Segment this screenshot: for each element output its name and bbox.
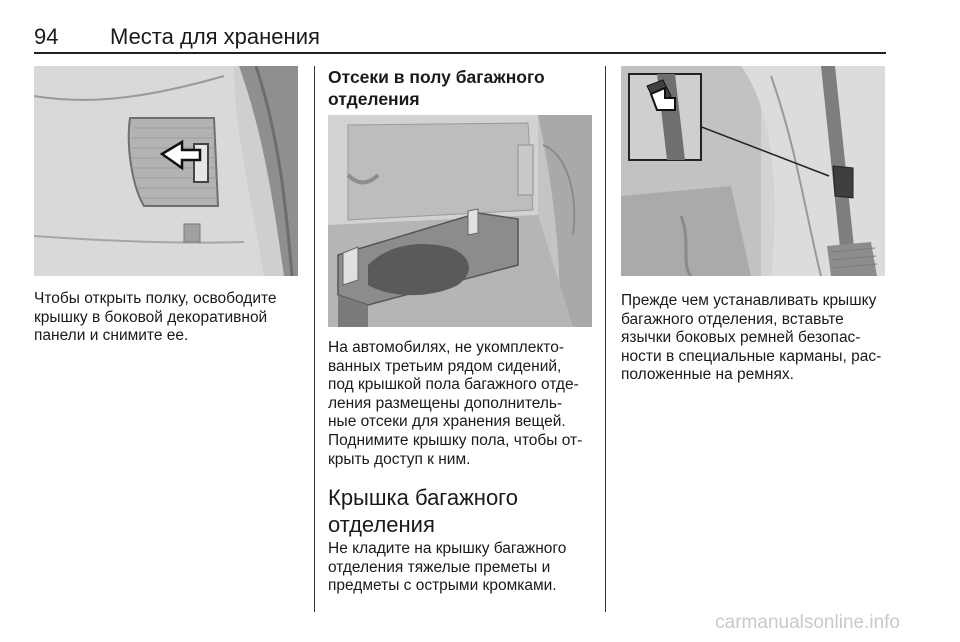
- watermark: carmanualsonline.info: [715, 612, 900, 633]
- text-line: панели и снимите ее.: [34, 327, 189, 345]
- text-line: багажного отделения, вставьте: [621, 310, 844, 328]
- text-line: положенные на ремнях.: [621, 366, 794, 384]
- text-line: предметы с острыми кромками.: [328, 577, 557, 595]
- text-line: ности в специальные карманы, рас-: [621, 347, 882, 365]
- floor-compartment-illustration: [328, 115, 592, 327]
- text-line: Чтобы открыть полку, освободите: [34, 290, 277, 307]
- text-line: под крышкой пола багажного отде-: [328, 376, 579, 394]
- text-line: крышку в боковой декоративной: [34, 308, 268, 326]
- belt-tongue-illustration: [621, 66, 885, 276]
- column-divider: [605, 66, 606, 612]
- side-panel-illustration: [34, 66, 298, 276]
- column-divider: [314, 66, 315, 612]
- text-line: отделения тяжелые преметы и: [328, 558, 551, 576]
- heading-line: Крышка багажного: [328, 485, 518, 510]
- text-line: Не кладите на крышку багажного: [328, 540, 567, 557]
- text-line: язычки боковых ремней безопас-: [621, 329, 861, 347]
- text-line: На автомобилях, не укомплекто-: [328, 339, 564, 356]
- text-line: Поднимите крышку пола, чтобы от-: [328, 431, 583, 449]
- text-line: крыть доступ к ним.: [328, 450, 471, 468]
- floor-compartments-heading: [328, 66, 545, 110]
- figure-floor-compartment: [328, 115, 592, 327]
- heading-line: отделения: [328, 89, 420, 109]
- floor-compartments-text: [328, 339, 582, 469]
- text-line: ванных третьим рядом сидений,: [328, 357, 562, 375]
- load-cover-heading: [328, 484, 518, 538]
- load-cover-warning: [328, 540, 566, 596]
- text-line: Прежде чем устанавливать крышку: [621, 292, 877, 309]
- page-number: 94: [34, 24, 59, 49]
- text-line: ления размещены дополнитель-: [328, 394, 563, 412]
- text-line: ные отсеки для хранения вещей.: [328, 413, 566, 431]
- heading-line: Отсеки в полу багажного: [328, 67, 545, 87]
- figure-belt-tongues: [621, 66, 885, 276]
- belt-tongue-text: [621, 292, 881, 385]
- header-rule: [34, 52, 886, 54]
- shelf-instruction: [34, 290, 277, 346]
- section-title: Места для хранения: [110, 24, 320, 49]
- heading-line: отделения: [328, 512, 435, 537]
- figure-side-panel-shelf: [34, 66, 298, 276]
